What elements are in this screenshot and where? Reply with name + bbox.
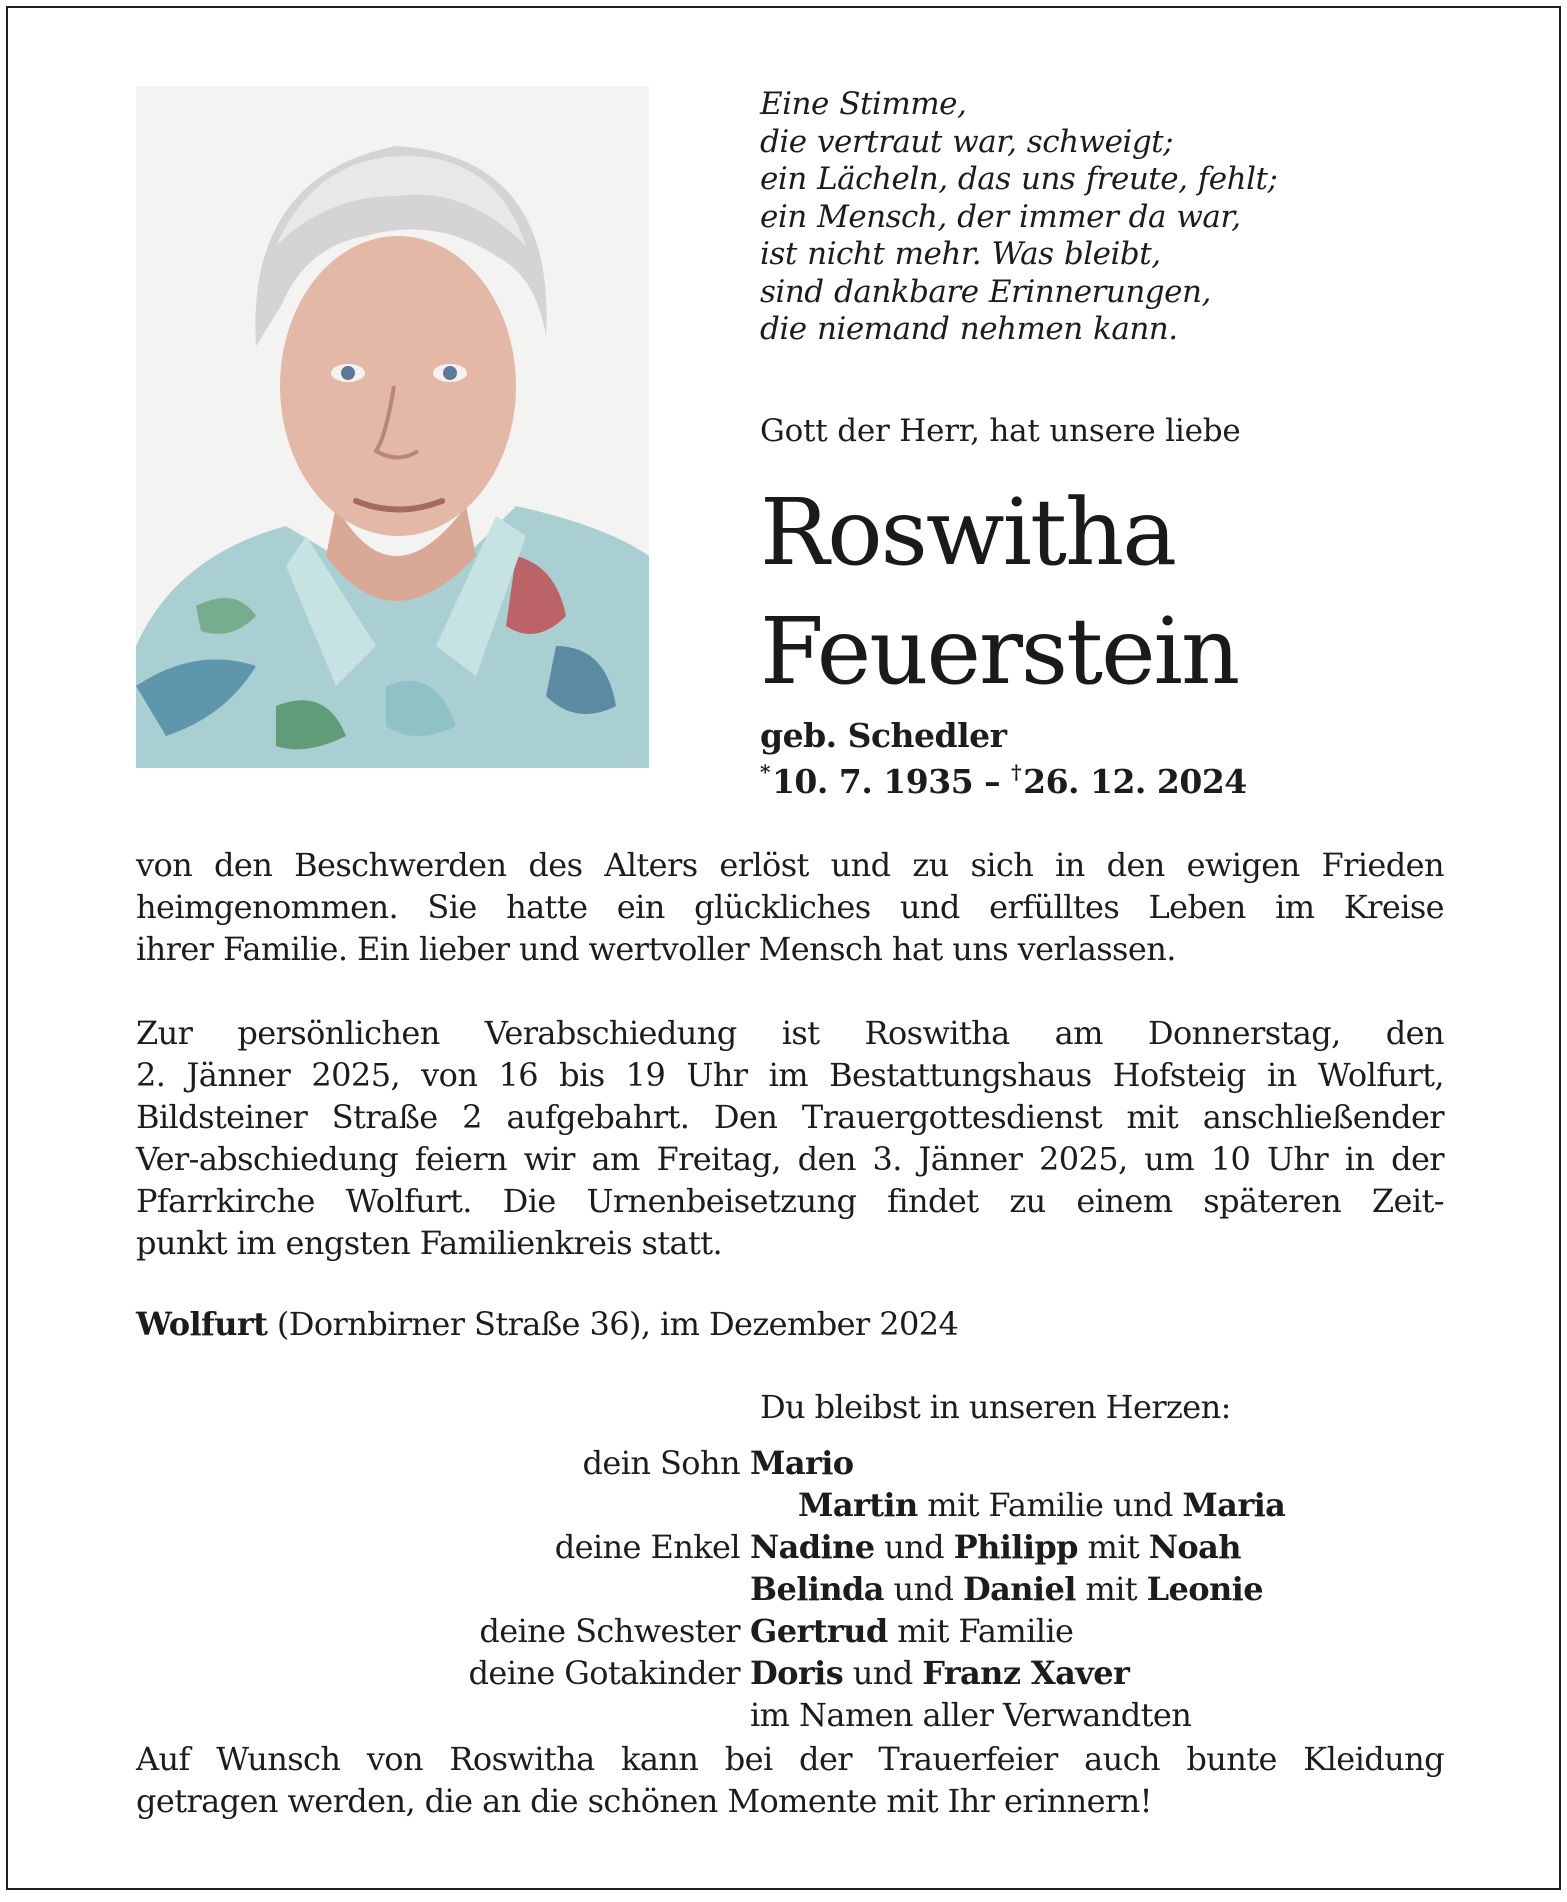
mourner-names: [750, 1652, 1129, 1694]
relation-label: [136, 1484, 750, 1526]
mourner-name: Leonie: [1146, 1570, 1263, 1608]
mourner-row: [136, 1568, 1436, 1610]
mourner-name: Noah: [1148, 1528, 1241, 1566]
mourner-names: [750, 1568, 1263, 1610]
portrait-photo: [136, 86, 649, 768]
poem-line: ein Mensch, der immer da war,: [760, 198, 1241, 235]
relation-label: deine Gotakinder: [468, 1654, 740, 1692]
deceased-first-name: Roswitha: [760, 479, 1176, 586]
mourner-row: [136, 1694, 1436, 1736]
mourner-names: [750, 1610, 1073, 1652]
mourner-closing: im Namen aller Verwandten: [750, 1696, 1192, 1734]
mourner-connector: mit: [1077, 1528, 1149, 1566]
mourner-name: Franz Xaver: [922, 1654, 1130, 1692]
poem-line: die vertraut war, schweigt;: [760, 123, 1174, 160]
paragraph-line: von den Beschwerden des Alters erlöst und zu sich in den ewigen Frieden: [136, 846, 1444, 884]
paragraph-line: getragen werden, die an die schönen Momente mit Ihr erinnern!: [136, 1782, 1152, 1820]
relation-label: deine Schwester: [479, 1612, 740, 1650]
mourner-name: Gertrud: [750, 1612, 888, 1650]
paragraph-line: Bildsteiner Straße 2 aufgebahrt. Den Trauergottesdienst mit anschließender: [136, 1098, 1444, 1136]
mourner-name: Martin: [798, 1486, 918, 1524]
mourner-connector: und: [883, 1570, 963, 1608]
mourner-name: Daniel: [962, 1570, 1076, 1608]
intro-line: Gott der Herr, hat unsere liebe: [760, 413, 1241, 449]
announcement-paragraph: [136, 844, 1444, 970]
place-address-date: (Dornbirner Straße 36), im Dezember 2024: [267, 1305, 959, 1343]
paragraph-line: Zur persönlichen Verabschiedung ist Roswitha am Donnerstag, den: [136, 1014, 1444, 1052]
poem-line: ist nicht mehr. Was bleibt,: [760, 236, 1161, 272]
mourners-heading: Du bleibst in unseren Herzen:: [760, 1388, 1231, 1426]
paragraph-line: Auf Wunsch von Roswitha kann bei der Trauerfeier auch bunte Kleidung: [136, 1740, 1444, 1778]
paragraph-line: 2. Jänner 2025, von 16 bis 19 Uhr im Bestattungshaus Hofsteig in Wolfurt,: [136, 1056, 1444, 1094]
mourner-connector: mit: [1075, 1570, 1147, 1608]
mourner-connector: und: [843, 1654, 923, 1692]
mourner-row: [136, 1442, 1436, 1484]
death-date: 26. 12. 2024: [1023, 762, 1247, 801]
relation-label: [136, 1694, 750, 1736]
poem-line: Eine Stimme,: [760, 86, 967, 122]
paragraph-line: punkt im engsten Familienkreis statt.: [136, 1224, 723, 1262]
relation-label: dein Sohn: [582, 1444, 740, 1482]
death-symbol: †: [1011, 760, 1022, 784]
life-dates: [760, 760, 1247, 801]
mourner-connector: mit Familie: [887, 1612, 1074, 1650]
dress-code-paragraph: [136, 1738, 1444, 1822]
mourner-row: [136, 1610, 1436, 1652]
mourner-connector: mit Familie und: [917, 1486, 1183, 1524]
mourner-names: [750, 1442, 854, 1484]
funeral-details-paragraph: [136, 1012, 1444, 1264]
mourner-names: [750, 1526, 1241, 1568]
paragraph-line: ihrer Familie. Ein lieber und wertvoller Mensch hat uns verlassen.: [136, 930, 1176, 968]
birth-date: 10. 7. 1935: [771, 762, 974, 801]
deceased-last-name: Feuerstein: [760, 598, 1239, 705]
birth-name: geb. Schedler: [760, 716, 1007, 755]
birth-symbol: *: [760, 760, 770, 784]
mourner-row: [136, 1526, 1436, 1568]
paragraph-line: Pfarrkirche Wolfurt. Die Urnenbeisetzung findet zu einem späteren Zeit-: [136, 1182, 1444, 1220]
mourner-name: Belinda: [750, 1570, 884, 1608]
mourner-name: Nadine: [750, 1528, 875, 1566]
mourner-name: Doris: [750, 1654, 844, 1692]
mourner-row: [136, 1484, 1436, 1526]
place-town: Wolfurt: [136, 1305, 268, 1343]
poem-line: sind dankbare Erinnerungen,: [760, 273, 1211, 310]
mourner-name: Mario: [750, 1444, 854, 1482]
poem-line: ein Lächeln, das uns freute, fehlt;: [760, 161, 1278, 197]
date-separator: –: [973, 762, 1012, 801]
mourner-name: Philipp: [953, 1528, 1078, 1566]
relation-label: deine Enkel: [554, 1528, 740, 1566]
mourner-row: [136, 1652, 1436, 1694]
paragraph-line: heimgenommen. Sie hatte ein glückliches und erfülltes Leben im Kreise: [136, 888, 1444, 926]
memorial-poem: [760, 86, 1277, 349]
obituary-notice: [6, 6, 1561, 1890]
relation-label: [136, 1568, 750, 1610]
mourner-names: [750, 1484, 1285, 1526]
mourners-list: [136, 1442, 1436, 1736]
mourner-connector: und: [874, 1528, 954, 1566]
mourner-name: Maria: [1182, 1486, 1286, 1524]
paragraph-line: Ver-abschiedung feiern wir am Freitag, den 3. Jänner 2025, um 10 Uhr in der: [136, 1140, 1444, 1178]
place-and-date: [136, 1305, 958, 1343]
poem-line: die niemand nehmen kann.: [760, 311, 1178, 347]
